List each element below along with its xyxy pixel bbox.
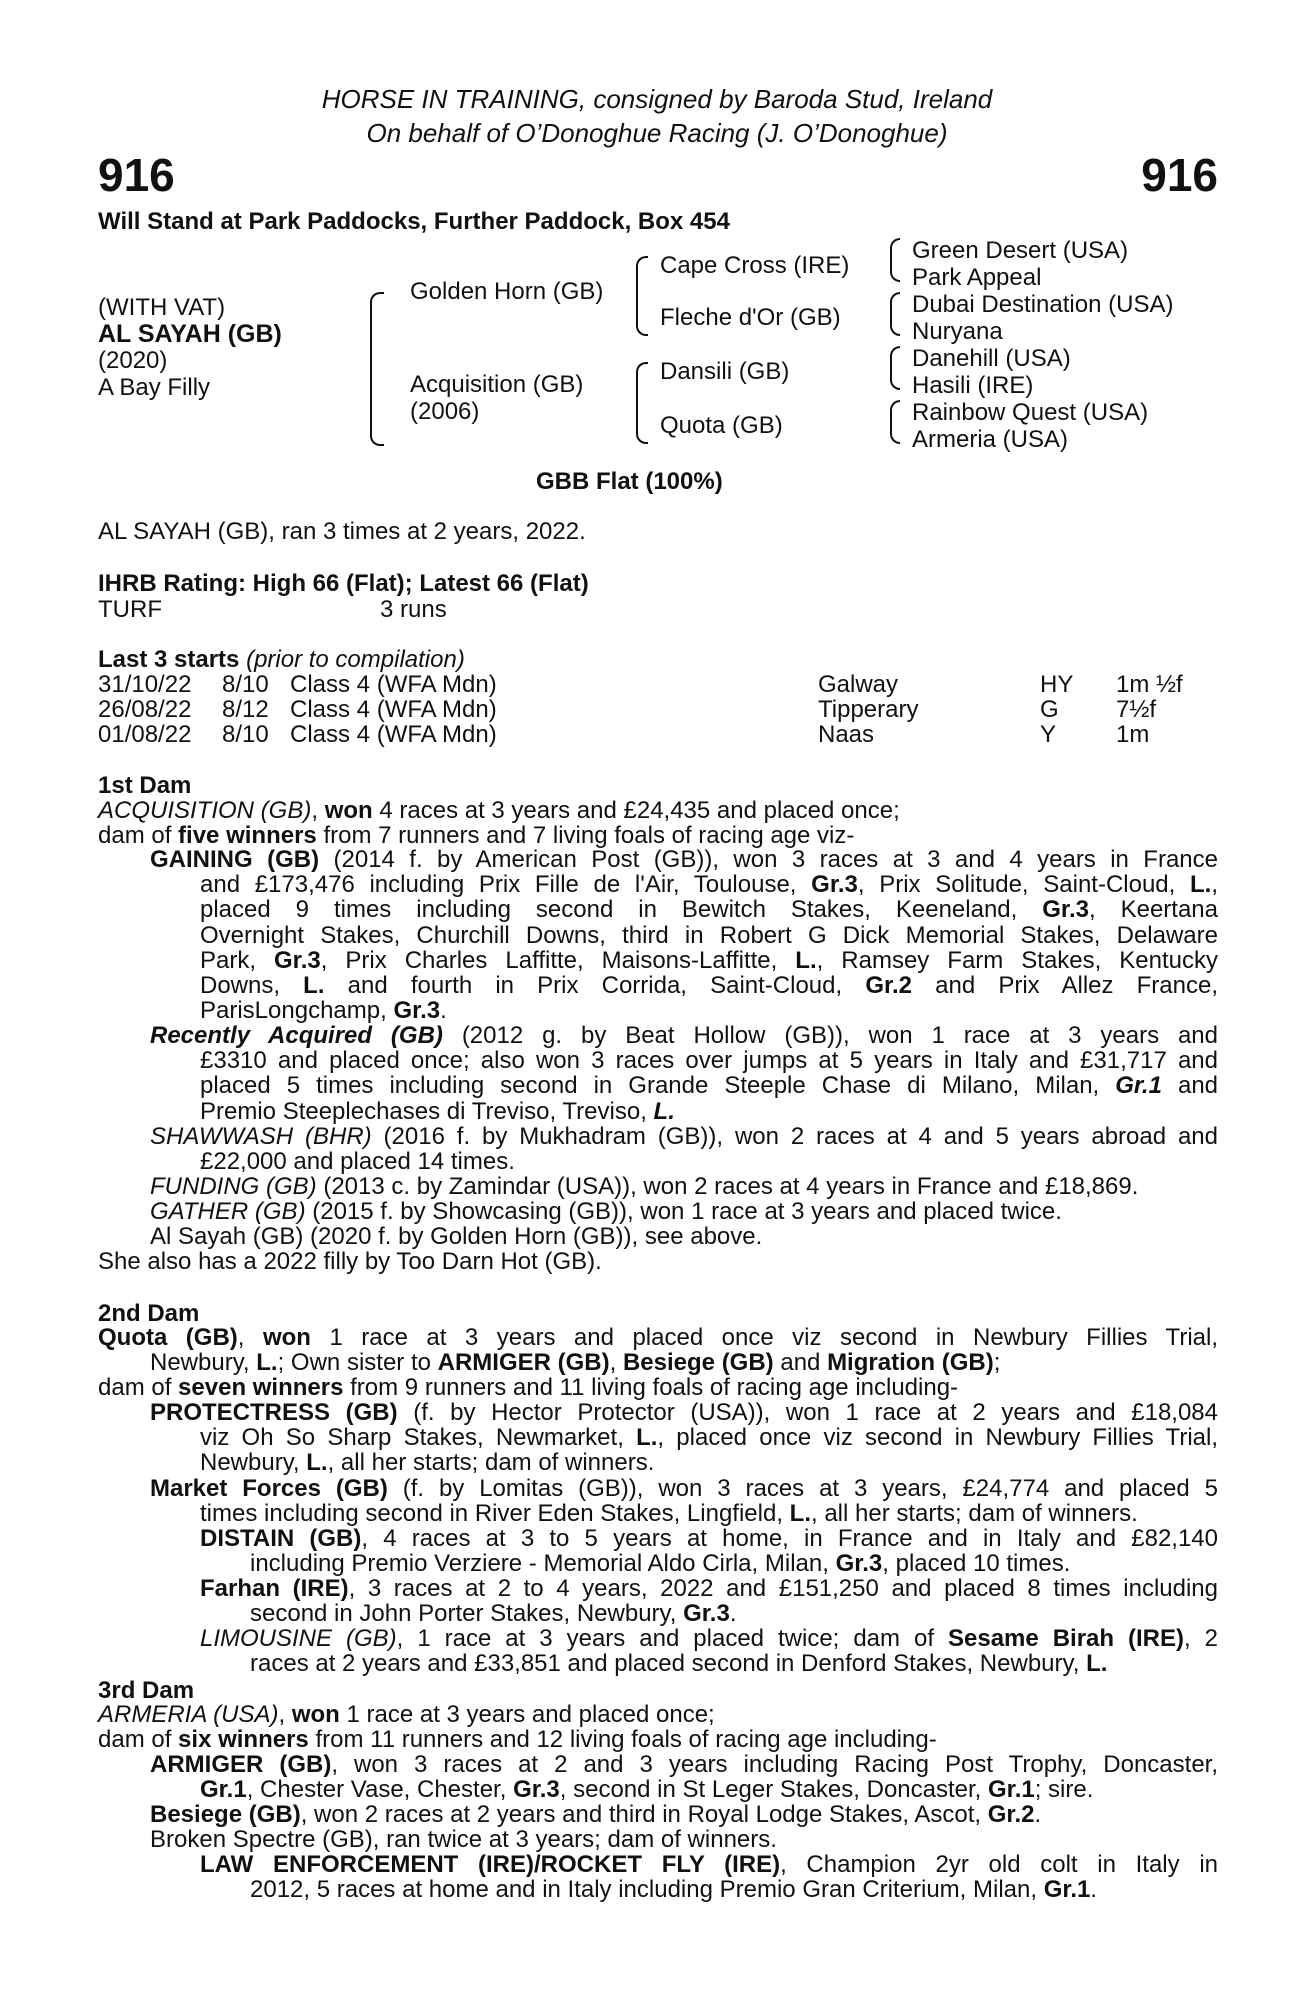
sibling-armiger: ARMIGER (GB) bbox=[437, 1349, 610, 1377]
and-word: and bbox=[780, 1349, 821, 1377]
pedigree-bracket-ggp-1 bbox=[890, 238, 900, 282]
protectress-text-2: viz Oh So Sharp Stakes, Newmarket, bbox=[200, 1424, 624, 1452]
distain-entry bbox=[200, 1526, 1218, 1576]
dam-sire: Dansili (GB) bbox=[660, 358, 790, 385]
ggp-8: Armeria (USA) bbox=[912, 426, 1069, 453]
protectress-text-1: (f. by Hector Protector (USA)), won 1 race at 2 years and £18,084 bbox=[413, 1399, 1219, 1426]
listed: L. bbox=[1190, 871, 1212, 899]
start-going-1: HY bbox=[1040, 671, 1074, 698]
listed: L. bbox=[789, 1500, 811, 1528]
limousine-name: LIMOUSINE (GB) bbox=[200, 1625, 397, 1652]
listed: L. bbox=[1086, 1650, 1108, 1678]
grade-1: Gr.1 bbox=[1043, 1876, 1091, 1904]
third-dam-of: dam of bbox=[98, 1726, 172, 1753]
limousine-text-1: , 1 race at 3 years and placed twice; dam of bbox=[396, 1625, 934, 1652]
first-dam-won: won bbox=[324, 797, 373, 824]
third-dam-text: 1 race at 3 years and placed once; bbox=[346, 1701, 715, 1728]
gather-entry bbox=[150, 1199, 1062, 1224]
second-dam-text-3: ; Own sister to bbox=[277, 1349, 431, 1377]
horse-year: (2020) bbox=[98, 347, 168, 374]
limousine-text-2: , 2 bbox=[1184, 1625, 1219, 1652]
armiger-name: ARMIGER (GB) bbox=[150, 1751, 332, 1778]
ggp-3: Dubai Destination (USA) bbox=[912, 291, 1174, 318]
gaining-text-9: , Ramsey Farm Stakes, Kentucky bbox=[816, 946, 1219, 974]
third-dam-won: won bbox=[291, 1701, 340, 1728]
grade-1: Gr.1 bbox=[200, 1776, 247, 1804]
third-dam-produce-line bbox=[98, 1727, 937, 1752]
gaining-entry: GAINING (GB) (2014 f. by American Post (GB)), won 3 races at 3 and 4 years in France and £173,476 including Prix Fille de l'Air, Toulouse, Gr.3, Prix Solitude, Saint-Cloud, L., placed 9 times including second in Bewitch Stakes, Keeneland, Gr.3, Keertana Overnight Stakes, Churchill Downs, third in Robert G Dick Memorial Stakes, Delaware Park, Gr.3, Prix Charles Laffitte, Maisons-Laffitte, L., Ramsey Farm Stakes, Kentucky Downs, L. and fourth in Prix Corrida, Saint-Cloud, Gr.2 and Prix Allez France, ParisLongchamp, Gr.3. bbox=[150, 846, 1219, 1025]
second-dam-won: won bbox=[262, 1324, 311, 1351]
grade-3: Gr.3 bbox=[393, 997, 441, 1025]
ggp-1: Green Desert (USA) bbox=[912, 237, 1129, 264]
armiger-text-3: , second in St Leger Stakes, Doncaster, bbox=[559, 1776, 982, 1804]
start-race-1: Class 4 (WFA Mdn) bbox=[290, 671, 497, 698]
gaining-text-8: , Prix Charles Laffitte, Maisons-Laffitte, bbox=[320, 946, 778, 974]
shawwash-entry bbox=[150, 1124, 1218, 1174]
pedigree-bracket-sire bbox=[636, 256, 648, 336]
protectress-text-4: Newbury, bbox=[200, 1449, 300, 1477]
start-going-2: G bbox=[1040, 696, 1059, 723]
dam-dam: Quota (GB) bbox=[660, 412, 783, 439]
distain-text-2: including Premio Verziere - Memorial Aldo Cirla, Milan, bbox=[250, 1550, 829, 1578]
broken-spectre-entry: Broken Spectre (GB), ran twice at 3 years; dam of winners. bbox=[150, 1826, 777, 1853]
race-summary: AL SAYAH (GB), ran 3 times at 2 years, 2022. bbox=[98, 518, 586, 545]
protectress-text-5: , all her starts; dam of winners. bbox=[327, 1449, 655, 1477]
start-date-3: 01/08/22 bbox=[98, 721, 192, 748]
horse-description: A Bay Filly bbox=[98, 374, 211, 401]
gaining-text-2: and £173,476 including Prix Fille de l'Air, Toulouse, bbox=[200, 871, 797, 899]
first-dam-line: ACQUISITION (GB), won 4 races at 3 years and £24,435 and placed once; bbox=[98, 797, 900, 824]
listed: L. bbox=[636, 1424, 658, 1452]
farhan-entry: Farhan (IRE), 3 races at 2 to 4 years, 2022 and £151,250 and placed 8 times including second in John Porter Stakes, Newbury, Gr.3. bbox=[200, 1575, 1218, 1628]
grade-3: Gr.3 bbox=[1042, 896, 1089, 924]
start-date-2: 26/08/22 bbox=[98, 696, 192, 723]
gbb-rating: GBB Flat (100%) bbox=[536, 468, 723, 495]
second-dam-winners: seven winners bbox=[178, 1374, 344, 1402]
start-course-1: Galway bbox=[818, 671, 899, 698]
ggp-4: Nuryana bbox=[912, 318, 1003, 345]
limousine-text-3: races at 2 years and £33,851 and placed second in Denford Stakes, Newbury, bbox=[250, 1650, 1080, 1678]
second-dam-foals: from 9 runners and 11 living foals of racing age including- bbox=[350, 1374, 959, 1402]
distain-text-3: , placed 10 times. bbox=[882, 1550, 1071, 1578]
also-has-line: She also has a 2022 filly by Too Darn Hot (GB). bbox=[98, 1248, 602, 1275]
start-dist-2: 7½f bbox=[1116, 696, 1157, 723]
start-course-2: Tipperary bbox=[818, 696, 919, 723]
gaining-text-6: Overnight Stakes, Churchill Downs, third in Robert G Dick Memorial Stakes, Delaware bbox=[200, 921, 1218, 949]
protectress-entry bbox=[150, 1400, 1218, 1476]
ggp-7: Rainbow Quest (USA) bbox=[912, 399, 1149, 426]
besiege-text: , won 2 races at 2 years and third in Royal Lodge Stakes, Ascot, bbox=[300, 1801, 982, 1828]
start-race-2: Class 4 (WFA Mdn) bbox=[290, 696, 497, 723]
recently-text-3: placed 5 times including second in Grande Steeple Chase di Milano, Milan, bbox=[200, 1072, 1100, 1100]
stabling-location: Will Stand at Park Paddocks, Further Paddock, Box 454 bbox=[98, 208, 730, 235]
grade-3: Gr.3 bbox=[683, 1600, 730, 1628]
market-forces-text-3: , all her starts; dam of winners. bbox=[810, 1500, 1138, 1528]
law-enforcement-text-2: 2012, 5 races at home and in Italy including Premio Gran Criterium, Milan, bbox=[250, 1876, 1038, 1904]
gaining-text-12: and Prix Allez France, bbox=[935, 972, 1219, 1000]
pedigree-bracket-main bbox=[370, 292, 384, 446]
last-starts-note: (prior to compilation) bbox=[246, 646, 465, 673]
first-dam-name: ACQUISITION (GB) bbox=[98, 797, 312, 824]
rating-runs: 3 runs bbox=[380, 596, 447, 623]
recently-text-5: Premio Steeplechases di Treviso, Treviso, bbox=[200, 1097, 647, 1125]
start-dist-3: 1m bbox=[1116, 721, 1150, 748]
first-dam-title: 1st Dam bbox=[98, 772, 192, 799]
farhan-text-2: second in John Porter Stakes, Newbury, bbox=[250, 1600, 677, 1628]
rating-surface: TURF bbox=[98, 596, 162, 623]
horse-name: AL SAYAH (GB) bbox=[98, 320, 282, 348]
grade-2: Gr.2 bbox=[987, 1801, 1035, 1828]
second-dam-entry: Quota (GB), won 1 race at 3 years and placed once viz second in Newbury Fillies Trial, Newbury, L.; Own sister to ARMIGER (GB), Besiege (GB) and Migration (GB); dam of seven winners from 9 runners and 11 living foals of racing age including- bbox=[98, 1324, 1218, 1402]
second-dam-of: dam of bbox=[98, 1374, 172, 1402]
armiger-text-1: , won 3 races at 2 and 3 years including Racing Post Trophy, Doncaster, bbox=[331, 1751, 1218, 1778]
funding-entry bbox=[150, 1174, 1138, 1199]
gaining-text-11: and fourth in Prix Corrida, Saint-Cloud, bbox=[347, 972, 843, 1000]
pedigree-bracket-ggp-4 bbox=[890, 400, 900, 444]
pedigree-bracket-ggp-3 bbox=[890, 346, 900, 390]
shawwash-text-1: (2016 f. by Mukhadram (GB)), won 2 races at 4 and 5 years abroad and bbox=[383, 1123, 1218, 1150]
limousine-entry bbox=[200, 1626, 1218, 1676]
shawwash-text-2: £22,000 and placed 14 times. bbox=[200, 1148, 515, 1176]
third-dam-line: ARMERIA (USA), won 1 race at 3 years and placed once; bbox=[98, 1701, 715, 1728]
pedigree-bracket-ggp-2 bbox=[890, 292, 900, 336]
first-dam-record: 4 races at 3 years and £24,435 and placed once; bbox=[379, 797, 900, 824]
start-course-3: Naas bbox=[818, 721, 875, 748]
second-dam-title: 2nd Dam bbox=[98, 1300, 200, 1327]
grade-1-jumps: Gr.1 bbox=[1115, 1072, 1162, 1100]
ggp-2: Park Appeal bbox=[912, 264, 1042, 291]
armiger-entry bbox=[150, 1752, 1218, 1802]
besiege-name: Besiege (GB) bbox=[150, 1801, 301, 1828]
second-dam-text-2: Newbury, bbox=[150, 1349, 250, 1377]
last-starts-heading bbox=[98, 646, 465, 674]
recently-text-1: (2012 g. by Beat Hollow (GB)), won 1 race at 3 years and bbox=[461, 1022, 1218, 1049]
gaining-text-10: Downs, bbox=[200, 972, 281, 1000]
last-starts-title: Last 3 starts bbox=[98, 646, 240, 673]
sire: Golden Horn (GB) bbox=[410, 278, 604, 305]
funding-name: FUNDING (GB) bbox=[150, 1173, 317, 1200]
gaining-name: GAINING (GB) bbox=[150, 846, 320, 873]
law-enforcement-text-1: , Champion 2yr old colt in Italy in bbox=[780, 1851, 1218, 1878]
lot-number-right: 916 bbox=[1141, 149, 1218, 201]
shawwash-name: SHAWWASH (BHR) bbox=[150, 1123, 372, 1150]
funding-text: (2013 c. by Zamindar (USA)), won 2 races at 4 years in France and £18,869. bbox=[323, 1173, 1139, 1200]
recently-text-4: and bbox=[1177, 1072, 1219, 1100]
al-sayah-entry: Al Sayah (GB) (2020 f. by Golden Horn (GB)), see above. bbox=[150, 1223, 763, 1250]
gaining-text-5: , Keertana bbox=[1088, 896, 1218, 924]
gaining-text-13: ParisLongchamp, bbox=[200, 997, 387, 1025]
listed: L. bbox=[306, 1449, 328, 1477]
grade-3: Gr.3 bbox=[274, 946, 321, 974]
dam: Acquisition (GB) bbox=[410, 371, 584, 398]
gaining-text-7: Park, bbox=[200, 946, 257, 974]
grade-3: Gr.3 bbox=[811, 871, 858, 899]
start-going-3: Y bbox=[1040, 721, 1057, 748]
farhan-text-1: , 3 races at 2 to 4 years, 2022 and £151,250 and placed 8 times including bbox=[348, 1575, 1218, 1602]
listed: L. bbox=[256, 1349, 278, 1377]
first-dam-foals: from 7 runners and 7 living foals of racing age viz- bbox=[323, 822, 855, 849]
start-race-3: Class 4 (WFA Mdn) bbox=[290, 721, 497, 748]
sibling-migration: Migration (GB) bbox=[827, 1349, 994, 1377]
start-date-1: 31/10/22 bbox=[98, 671, 192, 698]
third-dam-title: 3rd Dam bbox=[98, 1677, 195, 1704]
third-dam-winners: six winners bbox=[178, 1726, 309, 1753]
listed-jumps: L. bbox=[653, 1097, 675, 1125]
market-forces-text-2: times including second in River Eden Stakes, Lingfield, bbox=[200, 1500, 783, 1528]
ihrb-rating: IHRB Rating: High 66 (Flat); Latest 66 (Flat) bbox=[98, 570, 589, 597]
third-dam-name: ARMERIA (USA) bbox=[98, 1701, 279, 1728]
gaining-text-4: placed 9 times including second in Bewitch Stakes, Keeneland, bbox=[200, 896, 1018, 924]
first-dam-of: dam of bbox=[98, 822, 172, 849]
start-pos-1: 8/10 bbox=[222, 671, 269, 698]
market-forces-entry bbox=[150, 1476, 1218, 1526]
consignor-line: HORSE IN TRAINING, consigned by Baroda Stud, Ireland bbox=[321, 84, 993, 114]
behalf-line: On behalf of O’Donoghue Racing (J. O’Donoghue) bbox=[366, 118, 948, 148]
start-dist-1: 1m ½f bbox=[1116, 671, 1183, 698]
ggp-6: Hasili (IRE) bbox=[912, 372, 1034, 399]
recently-acquired-entry bbox=[150, 1023, 1218, 1124]
distain-name: DISTAIN (GB) bbox=[200, 1525, 362, 1552]
pedigree-bracket-dam bbox=[636, 362, 648, 444]
lot-number-left: 916 bbox=[98, 149, 175, 201]
market-forces-name: Market Forces (GB) bbox=[150, 1475, 388, 1502]
gather-text: (2015 f. by Showcasing (GB)), won 1 race at 3 years and placed twice. bbox=[312, 1198, 1062, 1225]
gaining-text-3: , Prix Solitude, Saint-Cloud, bbox=[857, 871, 1176, 899]
protectress-text-3: , placed once viz second in Newbury Fillies Trial, bbox=[657, 1424, 1218, 1452]
sire-sire: Cape Cross (IRE) bbox=[660, 252, 850, 279]
market-forces-text-1: (f. by Lomitas (GB)), won 3 races at 3 years, £24,774 and placed 5 bbox=[402, 1475, 1218, 1502]
second-dam-name: Quota (GB) bbox=[98, 1324, 238, 1351]
listed: L. bbox=[795, 946, 817, 974]
armiger-text-4: ; sire. bbox=[1034, 1776, 1094, 1804]
law-enforcement-name: LAW ENFORCEMENT (IRE)/ROCKET FLY (IRE) bbox=[200, 1851, 781, 1878]
sire-dam: Fleche d'Or (GB) bbox=[660, 304, 841, 331]
recently-text-2: £3310 and placed once; also won 3 races over jumps at 5 years in Italy and £31,717 and bbox=[200, 1047, 1218, 1075]
ggp-5: Danehill (USA) bbox=[912, 345, 1071, 372]
listed: L. bbox=[303, 972, 325, 1000]
recently-acquired-name: Recently Acquired (GB) bbox=[150, 1022, 443, 1049]
grade-1: Gr.1 bbox=[988, 1776, 1035, 1804]
sesame-birah: Sesame Birah (IRE) bbox=[947, 1625, 1185, 1652]
third-dam-foals: from 11 runners and 12 living foals of racing age including- bbox=[315, 1726, 937, 1753]
protectress-name: PROTECTRESS (GB) bbox=[150, 1399, 398, 1426]
vat-note: (WITH VAT) bbox=[98, 294, 226, 321]
armiger-text-2: , Chester Vase, Chester, bbox=[246, 1776, 507, 1804]
grade-3: Gr.3 bbox=[835, 1550, 883, 1578]
start-pos-3: 8/10 bbox=[222, 721, 269, 748]
second-dam-text-1: 1 race at 3 years and placed once viz second in Newbury Fillies Trial, bbox=[329, 1324, 1218, 1351]
sibling-besiege: Besiege (GB) bbox=[622, 1349, 774, 1377]
farhan-name: Farhan (IRE) bbox=[200, 1575, 349, 1602]
besiege-entry: Besiege (GB), won 2 races at 2 years and third in Royal Lodge Stakes, Ascot, Gr.2. bbox=[150, 1801, 1042, 1828]
gather-name: GATHER (GB) bbox=[150, 1198, 306, 1225]
distain-text-1: , 4 races at 3 to 5 years at home, in France and in Italy and £82,140 bbox=[361, 1525, 1219, 1552]
gaining-text-1: (2014 f. by American Post (GB)), won 3 races at 3 and 4 years in France bbox=[333, 846, 1219, 873]
grade-3: Gr.3 bbox=[513, 1776, 560, 1804]
start-pos-2: 8/12 bbox=[222, 696, 269, 723]
grade-2: Gr.2 bbox=[865, 972, 913, 1000]
first-dam-winners: five winners bbox=[178, 822, 317, 849]
law-enforcement-entry: LAW ENFORCEMENT (IRE)/ROCKET FLY (IRE), Champion 2yr old colt in Italy in 2012, 5 races at home and in Italy including Premio Gran Criterium, Milan, Gr.1. bbox=[200, 1851, 1218, 1904]
dam-year: (2006) bbox=[410, 398, 480, 425]
